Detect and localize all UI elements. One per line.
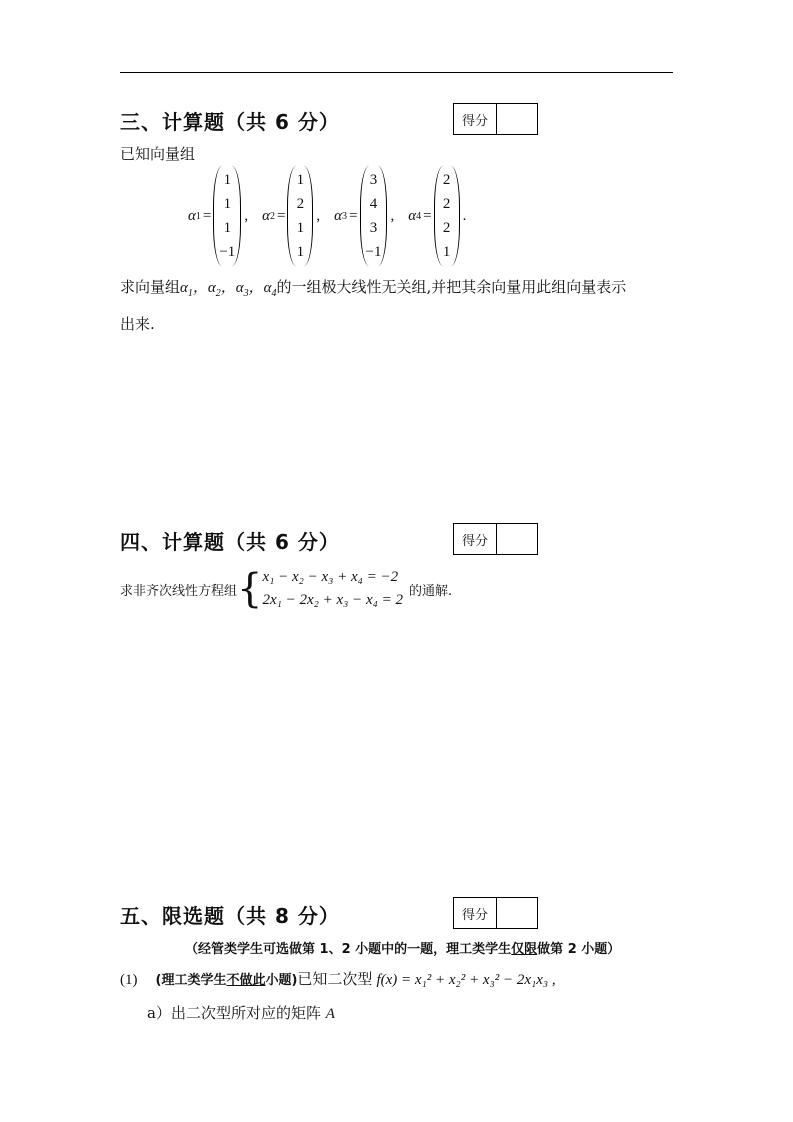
- q1-note: 小题): [265, 973, 298, 988]
- matrix-entry: 1: [296, 172, 305, 188]
- vector-name: α: [334, 207, 343, 224]
- vector-2: [262, 166, 320, 266]
- vector-1: [188, 166, 248, 266]
- top-rule: [120, 72, 673, 73]
- alpha-list: $\alpha_1$，$\alpha_2$，$\alpha_3$，$\alpha_4$: [180, 280, 277, 299]
- section4-title: 四、计算题（共 6 分）: [120, 530, 340, 554]
- matrix-entry: 2: [442, 172, 451, 188]
- vector-subscript: 4: [416, 210, 422, 222]
- section5-score-box: [453, 897, 538, 929]
- equals: =: [276, 207, 286, 224]
- column-matrix: [287, 166, 313, 266]
- matrix-entry: 3: [369, 172, 378, 188]
- matrix-entry: 1: [223, 220, 232, 236]
- vector-group: [188, 166, 466, 266]
- note-part: 做第 2 小题）: [537, 942, 621, 957]
- separator: ,: [390, 207, 395, 224]
- vector-subscript: 3: [342, 210, 348, 222]
- q-suffix: 的一组极大线性无关组,并把其余向量用此组向量表示: [276, 278, 627, 296]
- note-part: （经管类学生可选做第 1、2 小题中的一题，理工类学生: [185, 942, 512, 957]
- column-matrix: [213, 166, 241, 266]
- matrix-var: A: [325, 1006, 335, 1022]
- matrix-entry: 1: [296, 220, 305, 236]
- matrix-entry: 2: [296, 196, 305, 212]
- matrix-entry: 1: [223, 172, 232, 188]
- q1-note-underlined: 不做此: [226, 973, 266, 988]
- equation-system: [262, 566, 402, 612]
- score-label: 得分: [454, 524, 497, 554]
- matrix-entry: 1: [223, 196, 232, 212]
- vector-3: [334, 166, 394, 266]
- question-1: [120, 968, 556, 989]
- score-label: 得分: [454, 898, 497, 928]
- matrix-entry: 1: [296, 244, 305, 260]
- q-prefix: 求向量组: [120, 278, 181, 296]
- matrix-entry: −1: [219, 244, 236, 260]
- section3-question: [120, 276, 626, 299]
- section5-note: [185, 938, 620, 957]
- left-brace: {: [237, 566, 263, 612]
- equals: =: [349, 207, 358, 224]
- section4-question: [120, 566, 452, 612]
- vector-name: α: [408, 207, 417, 224]
- part-a: [147, 1002, 335, 1023]
- column-matrix: [434, 166, 460, 266]
- section4-score-box: [453, 523, 538, 555]
- column-matrix: [360, 166, 388, 266]
- matrix-entry: 2: [442, 220, 451, 236]
- q1-number: (1): [120, 972, 138, 988]
- score-label: 得分: [454, 104, 497, 134]
- equation-2: 2x₁ − 2x₂ + x₃ − x₄ = 2: [262, 592, 403, 608]
- matrix-entry: 3: [369, 220, 378, 236]
- q1-formula: f(x) = x₁² + x₂² + x₃² − 2x₁x₃ ,: [376, 972, 556, 988]
- q-prefix: 求非齐次线性方程组: [120, 583, 238, 599]
- matrix-entry: 2: [442, 196, 451, 212]
- separator: ,: [244, 207, 249, 224]
- q1-note: (理工类学生: [155, 973, 227, 988]
- equals: =: [423, 207, 432, 224]
- separator: ,: [316, 207, 321, 224]
- q1-text: 已知二次型: [297, 970, 373, 988]
- equals: =: [202, 207, 212, 224]
- section3-question-line2: 出来.: [120, 315, 155, 333]
- part-a-text: a）出二次型所对应的矩阵: [147, 1004, 321, 1022]
- vector-name: α: [262, 207, 270, 224]
- vector-subscript: 2: [269, 210, 275, 222]
- vector-name: α: [188, 207, 196, 224]
- section3-title: 三、计算题（共 6 分）: [120, 110, 340, 134]
- vector-4: [408, 166, 466, 266]
- separator: .: [462, 207, 467, 224]
- q-suffix: 的通解.: [408, 583, 453, 599]
- section3-intro: 已知向量组: [120, 145, 196, 163]
- equation-1: x₁ − x₂ − x₃ + x₄ = −2: [262, 569, 399, 585]
- section3-score-box: [453, 103, 538, 135]
- matrix-entry: 4: [369, 196, 378, 212]
- note-underlined: 仅限: [511, 942, 538, 957]
- matrix-entry: 1: [442, 244, 451, 260]
- matrix-entry: −1: [365, 244, 382, 260]
- section5-title: 五、限选题（共 8 分）: [120, 904, 340, 928]
- vector-subscript: 1: [195, 210, 201, 222]
